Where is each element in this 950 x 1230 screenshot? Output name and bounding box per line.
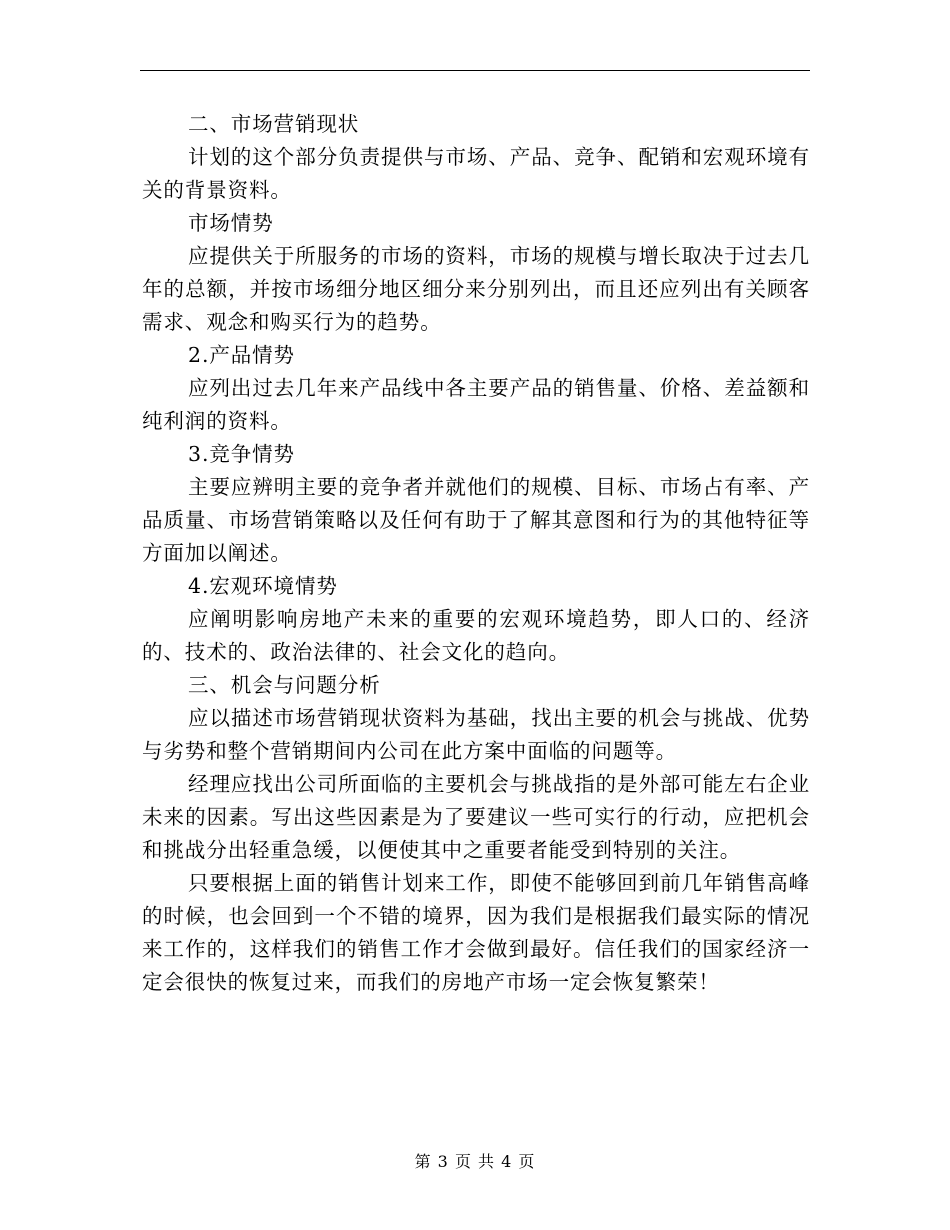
subheading-macro-environment: 4.宏观环境情势 — [188, 574, 338, 598]
page-number-footer: 第 3 页 共 4 页 — [414, 1152, 536, 1171]
subheading-product-situation: 2.产品情势 — [188, 343, 295, 367]
body-paragraph: 应阐明影响房地产未来的重要的宏观环境趋势，即人口的、经济的、技术的、政治法律的、社会文化的趋向。 — [142, 607, 810, 664]
document-body — [142, 108, 810, 999]
body-paragraph: 应提供关于所服务的市场的资料，市场的规模与增长取决于过去几年的总额，并按市场细分地区细分来分别列出，而且还应列出有关顾客需求、观念和购买行为的趋势。 — [142, 244, 810, 334]
section-heading-opportunity-analysis: 三、机会与问题分析 — [188, 673, 381, 697]
body-paragraph: 应以描述市场营销现状资料为基础，找出主要的机会与挑战、优势与劣势和整个营销期间内公司在此方案中面临的问题等。 — [142, 706, 810, 763]
section-heading-market-status: 二、市场营销现状 — [188, 112, 360, 136]
body-paragraph: 经理应找出公司所面临的主要机会与挑战指的是外部可能左右企业未来的因素。写出这些因素是为了要建议一些可实行的行动，应把机会和挑战分出轻重急缓，以便使其中之重要者能受到特别的关注。 — [142, 772, 810, 862]
header-rule — [140, 70, 810, 71]
subheading-market-situation: 市场情势 — [188, 211, 274, 235]
subheading-competition-situation: 3.竞争情势 — [188, 442, 295, 466]
body-paragraph: 计划的这个部分负责提供与市场、产品、竞争、配销和宏观环境有关的背景资料。 — [142, 145, 810, 202]
body-paragraph: 应列出过去几年来产品线中各主要产品的销售量、价格、差益额和纯利润的资料。 — [142, 376, 810, 433]
body-paragraph: 只要根据上面的销售计划来工作，即使不能够回到前几年销售高峰的时候，也会回到一个不错的境界，因为我们是根据我们最实际的情况来工作的，这样我们的销售工作才会做到最好。信任我们的国家经济一定会很快的恢复过来，而我们的房地产市场一定会恢复繁荣！ — [142, 871, 810, 994]
body-paragraph: 主要应辨明主要的竞争者并就他们的规模、目标、市场占有率、产品质量、市场营销策略以及任何有助于了解其意图和行为的其他特征等方面加以阐述。 — [142, 475, 810, 565]
